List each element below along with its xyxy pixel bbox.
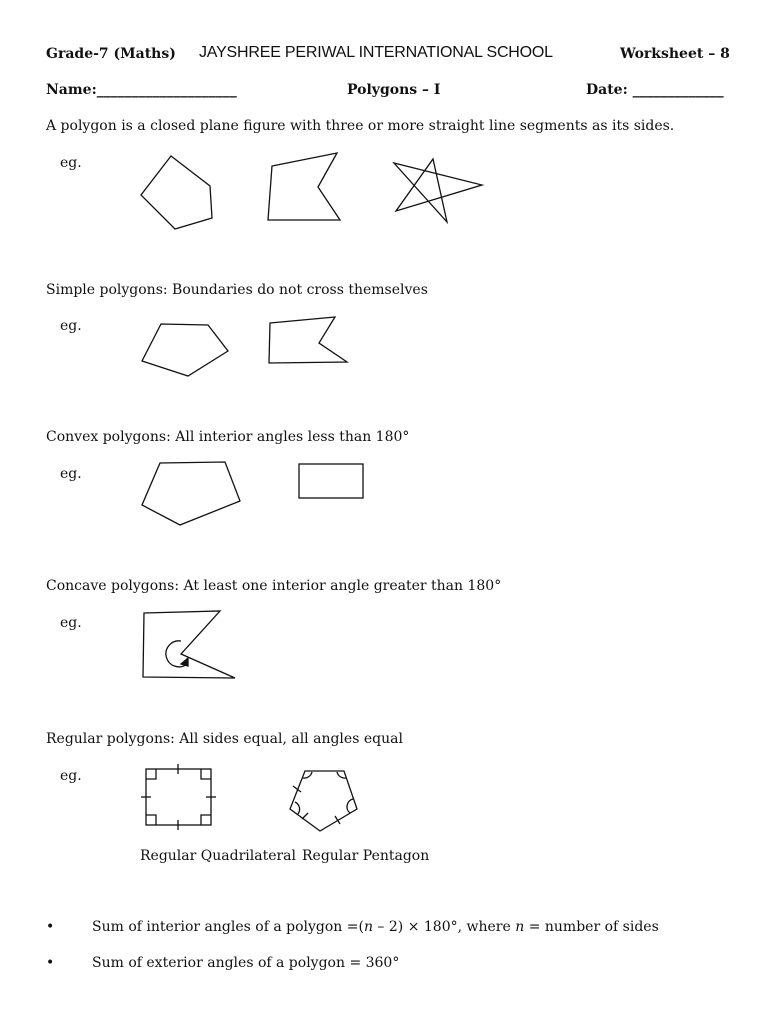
- simple-polygons-definition: Simple polygons: Boundaries do not cross themselves: [46, 282, 428, 298]
- simple-eg-label: eg.: [60, 318, 82, 334]
- exterior-angle-sum-formula: Sum of exterior angles of a polygon = 360°: [92, 955, 400, 971]
- formula-text: Sum of interior angles of a polygon =(: [92, 919, 364, 935]
- regular-polygons-definition: Regular polygons: All sides equal, all angles equal: [46, 731, 403, 747]
- name-field-label: Name:____________________: [46, 82, 237, 98]
- caption-regular-quadrilateral: Regular Quadrilateral: [140, 848, 296, 864]
- pentagon-side-tick: [302, 813, 308, 819]
- reflex-angle-arrowhead: [181, 658, 188, 666]
- concave-eg-label: eg.: [60, 615, 82, 631]
- square-corner-mark: [146, 769, 156, 779]
- bullet-symbol: •: [46, 955, 55, 971]
- simple-arrow-polygon: [269, 317, 347, 363]
- square-corner-mark: [201, 815, 211, 825]
- date-field-label: Date: _____________: [586, 82, 724, 98]
- regular-pentagon: [290, 771, 357, 831]
- school-name: JAYSHREE PERIWAL INTERNATIONAL SCHOOL: [199, 44, 553, 61]
- polygon-definition: A polygon is a closed plane figure with three or more straight line segments as its sides.: [46, 118, 675, 134]
- interior-angle-sum-formula: [92, 919, 659, 935]
- formula-variable-n: n: [363, 919, 373, 935]
- convex-pentagon: [142, 462, 240, 525]
- simple-pentagon: [142, 324, 228, 376]
- bullet-symbol: •: [46, 919, 55, 935]
- formula-variable-n: n: [515, 919, 525, 935]
- topic-title: Polygons – I: [347, 82, 441, 98]
- grade-label: Grade-7 (Maths): [46, 46, 176, 62]
- intro-eg-label: eg.: [60, 155, 82, 171]
- worksheet-label: Worksheet – 8: [620, 46, 730, 62]
- concave-polygon: [143, 611, 235, 678]
- concave-polygons-definition: Concave polygons: At least one interior angle greater than 180°: [46, 578, 502, 594]
- formula-text: = number of sides: [524, 919, 659, 935]
- regular-eg-label: eg.: [60, 768, 82, 784]
- pentagon-angle-arc: [295, 802, 300, 814]
- intro-pentagon: [141, 156, 212, 229]
- convex-rectangle: [299, 464, 363, 498]
- pentagon-angle-arc: [347, 799, 353, 813]
- formula-text: – 2) × 180°, where: [372, 919, 516, 935]
- intro-star: [394, 159, 482, 222]
- square-corner-mark: [201, 769, 211, 779]
- caption-regular-pentagon: Regular Pentagon: [302, 848, 430, 864]
- convex-eg-label: eg.: [60, 466, 82, 482]
- intro-arrow-polygon: [268, 153, 340, 220]
- convex-polygons-definition: Convex polygons: All interior angles less than 180°: [46, 429, 410, 445]
- square-corner-mark: [146, 815, 156, 825]
